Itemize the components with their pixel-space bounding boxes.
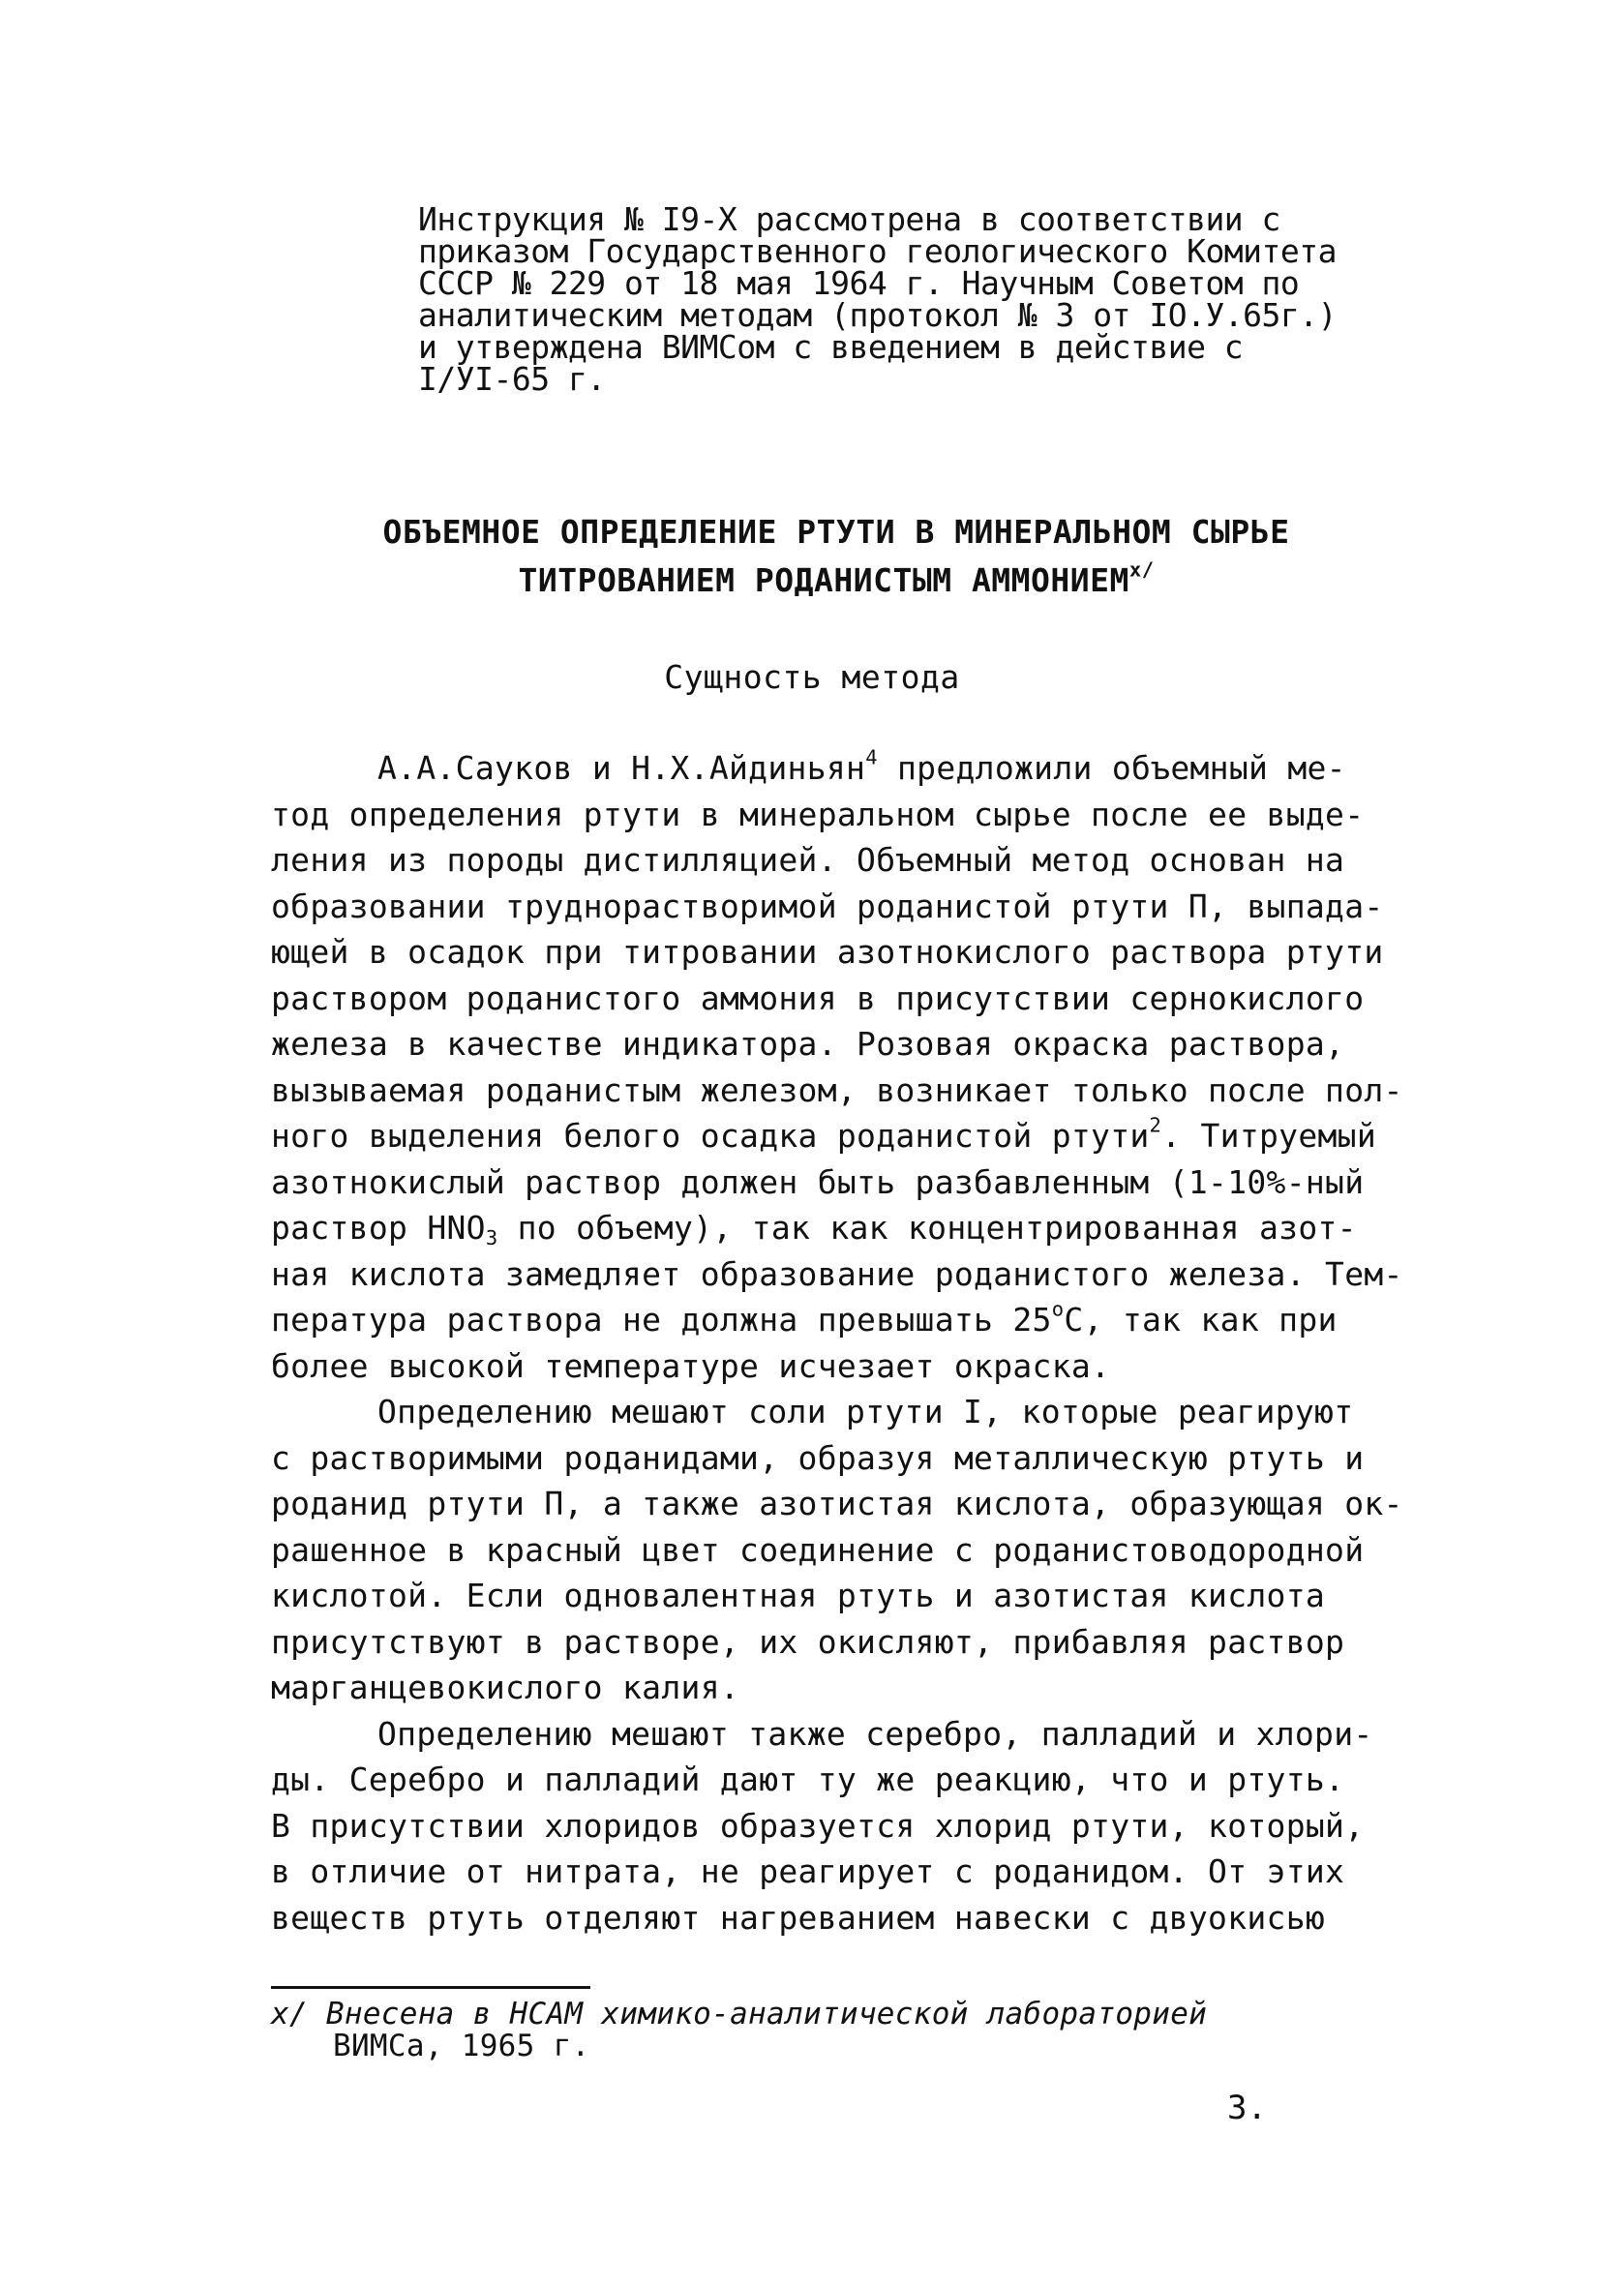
page-number: 3. xyxy=(1227,2089,1267,2127)
approval-note-line: приказом Государственного геологического Комитета xyxy=(418,232,1338,270)
document-title-line-1: ОБЪЕМНОЕ ОПРЕДЕЛЕНИЕ РТУТИ В МИНЕРАЛЬНОМ СЫРЬЕ xyxy=(382,513,1290,551)
paragraph-line: присутствуют в растворе, их окисляют, прибавляя раствор xyxy=(271,1622,1345,1661)
paragraph-line: веществ ртуть отделяют нагреванием навески с двуокисью xyxy=(271,1898,1326,1937)
paragraph-line: железа в качестве индикатора. Розовая окраска раствора, xyxy=(271,1025,1345,1063)
paragraph-line: кислотой. Если одновалентная ртуть и азотистая кислота xyxy=(271,1577,1326,1614)
paragraph-line xyxy=(271,1205,1384,1251)
paragraph-line: тод определения ртути в минеральном сырье после ее выде- xyxy=(271,795,1365,833)
text-span: предложили объемный ме- xyxy=(877,749,1346,787)
approval-note-line: Инструкция № I9-Х рассмотрена в соответствии с xyxy=(418,200,1280,238)
section-heading: Сущность метода xyxy=(664,658,960,696)
footnote-divider xyxy=(271,1986,590,1989)
paragraph-line: раствором роданистого аммония в присутствии сернокислого xyxy=(271,978,1365,1017)
paragraph-line xyxy=(271,1113,1384,1159)
paragraph-line: вызываемая роданистым железом, возникает только после пол- xyxy=(271,1070,1403,1109)
footnote xyxy=(271,1999,1336,2062)
paragraph-line xyxy=(271,1297,1384,1343)
footnote-line: ВИМСа, 1965 г. xyxy=(333,2029,590,2063)
text-span: А.А.Сауков и Н.Х.Айдиньян xyxy=(377,749,866,787)
degree-sign: о xyxy=(1051,1297,1065,1321)
text-span: ного выделения белого осадка роданистой ртути xyxy=(271,1117,1150,1155)
text-span: пература раствора не должна превышать 25 xyxy=(271,1301,1052,1339)
footnote-line: х/ Внесена в НСАМ химико-аналитической лабораторией xyxy=(271,1997,1208,2031)
text-span: раствор HNO xyxy=(271,1209,486,1247)
paragraph-line: с растворимыми роданидами, образуя металлическую ртуть и xyxy=(271,1438,1365,1477)
footnote-marker: х/ xyxy=(1128,557,1155,582)
text-span: С, так как при xyxy=(1064,1301,1338,1339)
reference-marker: 4 xyxy=(865,745,878,769)
approval-note xyxy=(418,200,1405,398)
paragraph-line xyxy=(271,745,1384,792)
paragraph-line: Определению мешают также серебро, палладий и хлори- xyxy=(377,1714,1373,1753)
paragraph-line: азотнокислый раствор должен быть разбавленным (1-10%-ный xyxy=(271,1162,1365,1201)
approval-note-line: аналитическим методам (протокол № 3 от IO.У.65г.) xyxy=(418,296,1338,334)
paragraph-line: более высокой температуре исчезает окраска. xyxy=(271,1346,1111,1385)
text-span: по объему), так как концентрированная азот- xyxy=(497,1209,1357,1247)
approval-note-line: СССР № 229 от 18 мая 1964 г. Научным Советом по xyxy=(418,264,1300,302)
approval-note-line: и утверждена ВИМСом с введением в действие с xyxy=(418,328,1244,366)
paragraph-line: марганцевокислого калия. xyxy=(271,1669,740,1706)
text-span: . Титруемый xyxy=(1161,1117,1377,1155)
approval-note-line: I/УI-65 г. xyxy=(418,360,606,398)
paragraph-line: ления из породы дистилляцией. Объемный метод основан на xyxy=(271,841,1345,879)
paragraph-line: В присутствии хлоридов образуется хлорид ртути, который, xyxy=(271,1806,1365,1845)
subscript: 3 xyxy=(485,1226,498,1250)
paragraph-line: в отличие от нитрата, не реагирует с роданидом. От этих xyxy=(271,1852,1345,1890)
paragraph-line: рашенное в красный цвет соединение с роданистоводородной xyxy=(271,1530,1365,1569)
document-title-text: ТИТРОВАНИЕМ РОДАНИСТЫМ АММОНИЕМ xyxy=(518,561,1129,599)
paragraph-line: ная кислота замедляет образование роданистого железа. Тем- xyxy=(271,1254,1403,1293)
document-title-line-2 xyxy=(24,557,1624,599)
paragraph-line: ды. Серебро и палладий дают ту же реакцию, что и ртуть. xyxy=(271,1760,1345,1798)
reference-marker: 2 xyxy=(1149,1113,1162,1137)
paragraph-line: Определению мешают соли ртути I, которые реагируют xyxy=(377,1393,1354,1430)
paragraph-line: роданид ртути П, а также азотистая кислота, образующая ок- xyxy=(271,1485,1403,1522)
paragraph-line: образовании труднорастворимой роданистой ртути П, выпада- xyxy=(271,887,1384,925)
paragraph-line: ющей в осадок при титровании азотнокислого раствора ртути xyxy=(271,933,1384,971)
body-text xyxy=(271,745,1403,1941)
